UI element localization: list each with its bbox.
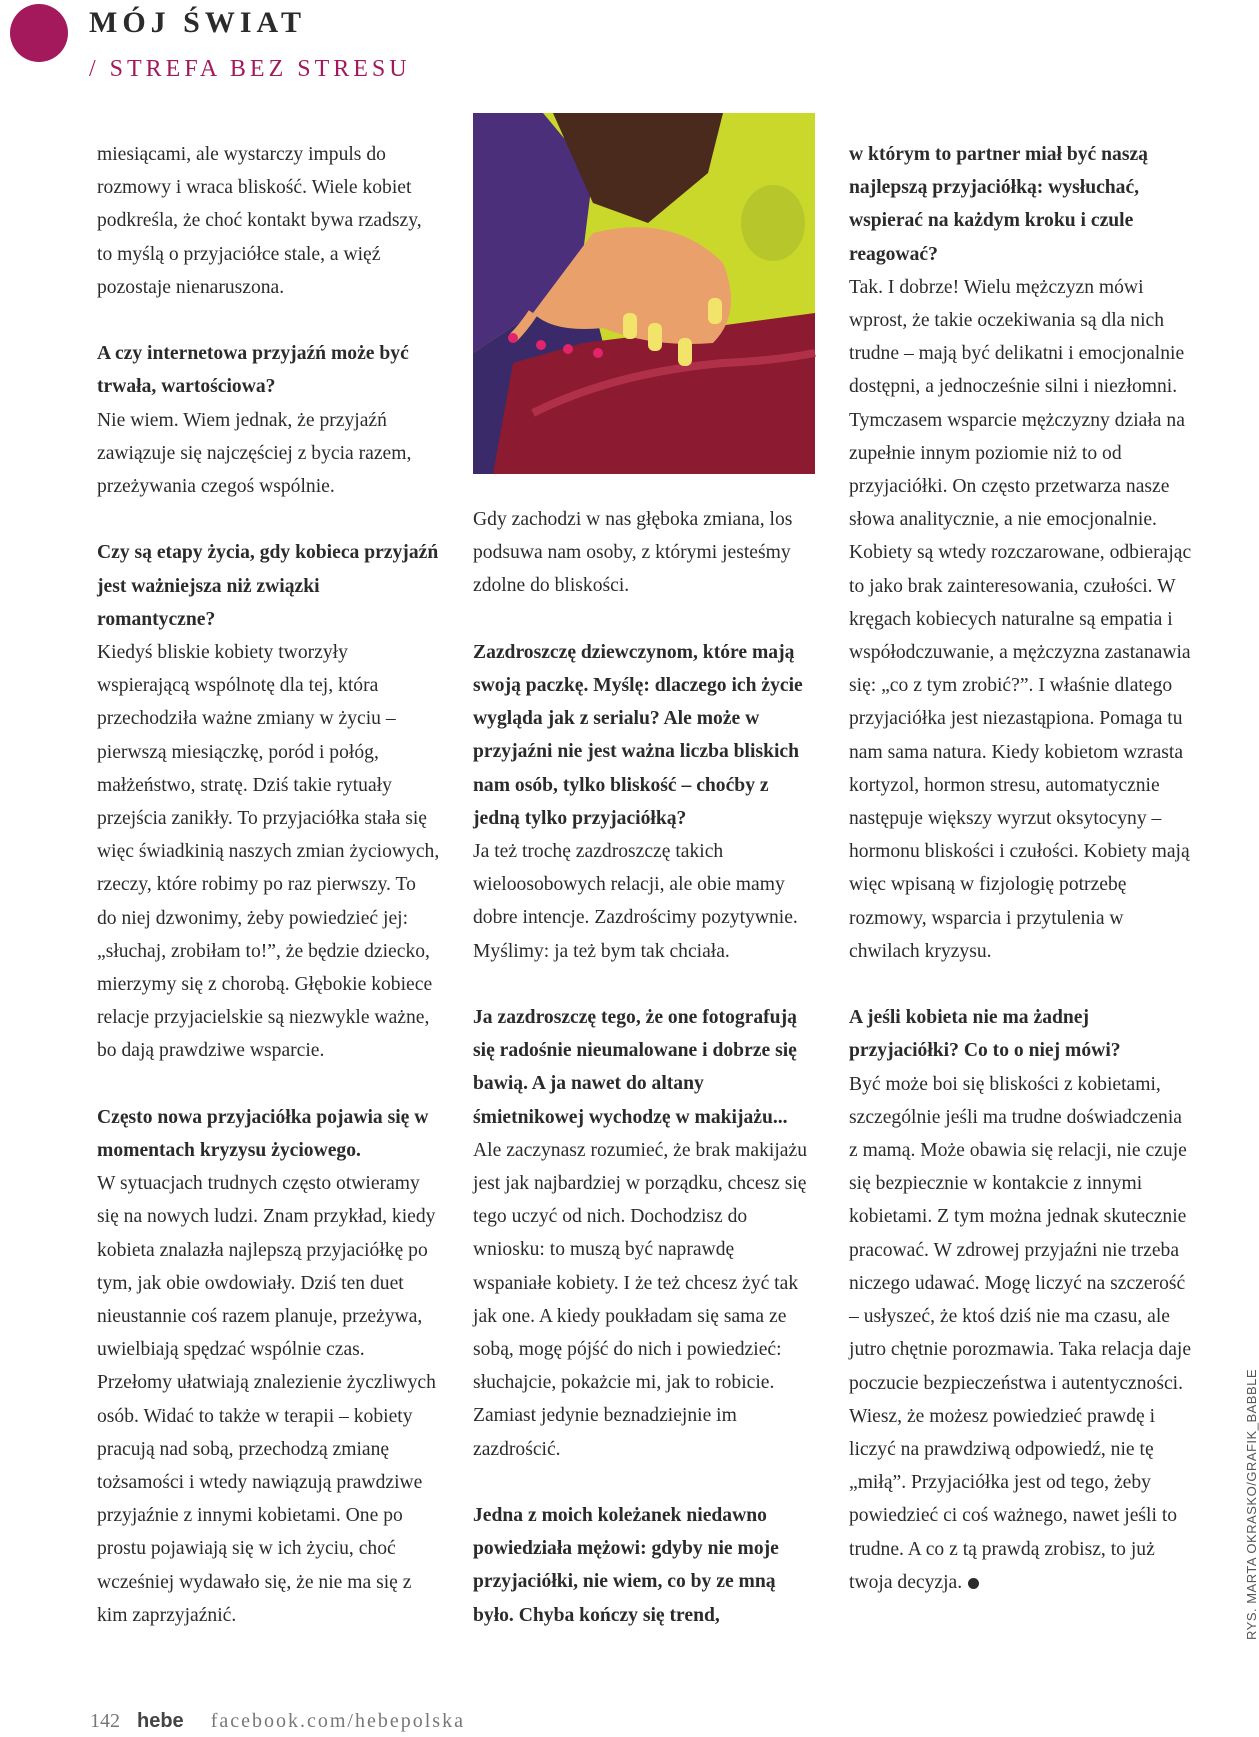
- section-subtitle: / STREFA BEZ STRESU: [89, 56, 411, 82]
- footer-url: facebook.com/hebepolska: [210, 1710, 465, 1732]
- illustration-hands: [473, 113, 815, 474]
- interview-answer: Tak. I dobrze! Wielu mężczyzn mówi wprost, że takie oczekiwania są dla nich trudne – mają być delikatni i emocjonalnie dostępni, a jednocześnie silni i niezłomni. Tymczasem wsparcie mężczyzny działa na zupełnie innym poziomie niż to od przyjaciółki. On często przetwarza nasze słowa analitycznie, a nie emocjonalnie. Kobiety są wtedy rozczarowane, odbierając to jako brak zainteresowania, czułości. W kręgach kobiecych naturalne są empatia i współodczuwanie, a mężczyzna zastanawia się: „co z tym zrobić?”. I właśnie dlatego przyjaciółka jest niezastąpiona. Pomaga tu nam sama natura. Kiedy kobietom wzrasta kortyzol, hormon stresu, automatycznie następuje większy wyrzut oksytocyny – hormonu bliskości i czułości. Kobiety mają więc wpisaną w fizjologię potrzebę rozmowy, wsparcia i przytulenia w chwilach kryzysu.: [849, 276, 1192, 962]
- interview-question: A jeśli kobieta nie ma żadnej przyjaciółki? Co to o niej mówi?: [849, 1007, 1121, 1062]
- interview-question: Jedna z moich koleżanek niedawno powiedziała mężowi: gdyby nie moje przyjaciółki, nie wiem, co by ze mną było. Chyba kończy się trend,: [473, 1505, 779, 1626]
- interview-question: Zazdroszczę dziewczynom, które mają swoją paczkę. Myślę: dlaczego ich życie wygląda jak z serialu? Ale może w przyjaźni nie jest ważna liczba bliskich nam osób, tylko bliskość – choćby z jedną tylko przyjaciółką?: [473, 641, 803, 829]
- section-title: MÓJ ŚWIAT: [89, 6, 306, 39]
- interview-answer: Gdy zachodzi w nas głęboka zmiana, los podsuwa nam osoby, z którymi jesteśmy zdolne do bliskości.: [473, 509, 793, 597]
- brand-name: hebe: [137, 1710, 184, 1732]
- interview-question: Często nowa przyjaciółka pojawia się w momentach kryzysu życiowego.: [97, 1106, 429, 1162]
- interview-question: A czy internetowa przyjaźń może być trwała, wartościowa?: [97, 343, 409, 398]
- interview-answer: Ale zaczynasz rozumieć, że brak makijażu jest jak najbardziej w porządku, chcesz się tego uczyć od nich. Dochodzisz do wniosku: to muszą być naprawdę wspaniałe kobiety. I że też chcesz żyć tak jak one. A kiedy poukładam się sama ze sobą, mogę pójść do nich i powiedzieć: słuchajcie, pokażcie mi, jak to robicie. Zamiast jedynie beznadziejnie im zazdrościć.: [473, 1139, 807, 1460]
- illustration-credit: RYS. MARTA OKRASKO/GRAFIK_BABBLE: [1244, 1368, 1259, 1640]
- article-column-1: [97, 138, 440, 1632]
- article-column-2: [473, 503, 816, 1632]
- interview-answer: Być może boi się bliskości z kobietami, szczególnie jeśli ma trudne doświadczenia z mamą. Może obawia się relacji, nie czuje się bezpiecznie w kontakcie z innymi kobietami. Z tym można jednak skutecznie pracować. W zdrowej przyjaźni nie trzeba niczego udawać. Mogę liczyć na szczerość – usłyszeć, że ktoś dziś nie ma czasu, ale jutro chętnie porozmawia. Taka relacja daje poczucie bezpieczeństwa i autentyczności. Wiesz, że możesz powiedzieć prawdę i liczyć na prawdziwą odpowiedź, nie tę „miłą”. Przyjaciółka jest od tego, żeby powiedzieć ci coś ważnego, nawet jeśli to trudne. A co z tą prawdą zrobisz, to już twoja decyzja.: [849, 1073, 1192, 1593]
- interview-answer: W sytuacjach trudnych często otwieramy się na nowych ludzi. Znam przykład, kiedy kobieta znalazła najlepszą przyjaciółkę po tym, jak obie owdowiały. Dziś ten duet nieustannie coś razem planuje, przeżywa, uwielbiają spędzać wspólnie czas. Przełomy ułatwiają znalezienie życzliwych osób. Widać to także w terapii – kobiety pracują nad sobą, przechodzą zmianę tożsamości i wtedy nawiązują prawdziwe przyjaźnie z innymi kobietami. One po prostu pojawiają się w ich życiu, choć wcześniej wydawało się, że nie ma się z kim zaprzyjaźnić.: [97, 1173, 436, 1626]
- article-column-3: [849, 138, 1192, 1599]
- page-footer: [90, 1710, 465, 1733]
- interview-answer: miesiącami, ale wystarczy impuls do rozmowy i wraca bliskość. Wiele kobiet podkreśla, że choć kontakt bywa rzadszy, to myślą o przyjaciółce stale, a więź pozostaje nienaruszona.: [97, 144, 422, 298]
- interview-answer: Ja też trochę zazdroszczę takich wieloosobowych relacji, ale obie mamy dobre intencje. Zazdrościmy pozytywnie. Myślimy: ja też bym tak chciała.: [473, 841, 798, 962]
- section-dot: [10, 4, 68, 62]
- interview-answer: Kiedyś bliskie kobiety tworzyły wspierającą wspólnotę dla tej, która przechodziła ważne zmiany w życiu – pierwszą miesiączkę, poród i połóg, małżeństwo, stratę. Dziś takie rytuały przejścia zanikły. To przyjaciółka stała się więc świadkinią naszych zmian życiowych, rzeczy, które robimy po raz pierwszy. To do niej dzwonimy, żeby powiedzieć jej: „słuchaj, zrobiłam to!”, że będzie dziecko, mierzymy się z chorobą. Głębokie kobiece relacje przyjacielskie są niezwykle ważne, bo dają prawdziwe wsparcie.: [97, 642, 440, 1062]
- interview-question: Ja zazdroszczę tego, że one fotografują się radośnie nieumalowane i dobrze się bawią. A ja nawet do altany śmietnikowej wychodzę w makijażu...: [473, 1007, 797, 1128]
- end-of-article-icon: [968, 1578, 979, 1589]
- page-number: 142: [90, 1710, 120, 1732]
- interview-answer: Nie wiem. Wiem jednak, że przyjaźń zawiązuje się najczęściej z bycia razem, przeżywania czegoś wspólnie.: [97, 409, 412, 498]
- interview-question: Czy są etapy życia, gdy kobieca przyjaźń jest ważniejsza niż związki romantyczne?: [97, 542, 439, 630]
- interview-question: w którym to partner miał być naszą najlepszą przyjaciółką: wysłuchać, wspierać na każdym kroku i czule reagować?: [849, 144, 1148, 265]
